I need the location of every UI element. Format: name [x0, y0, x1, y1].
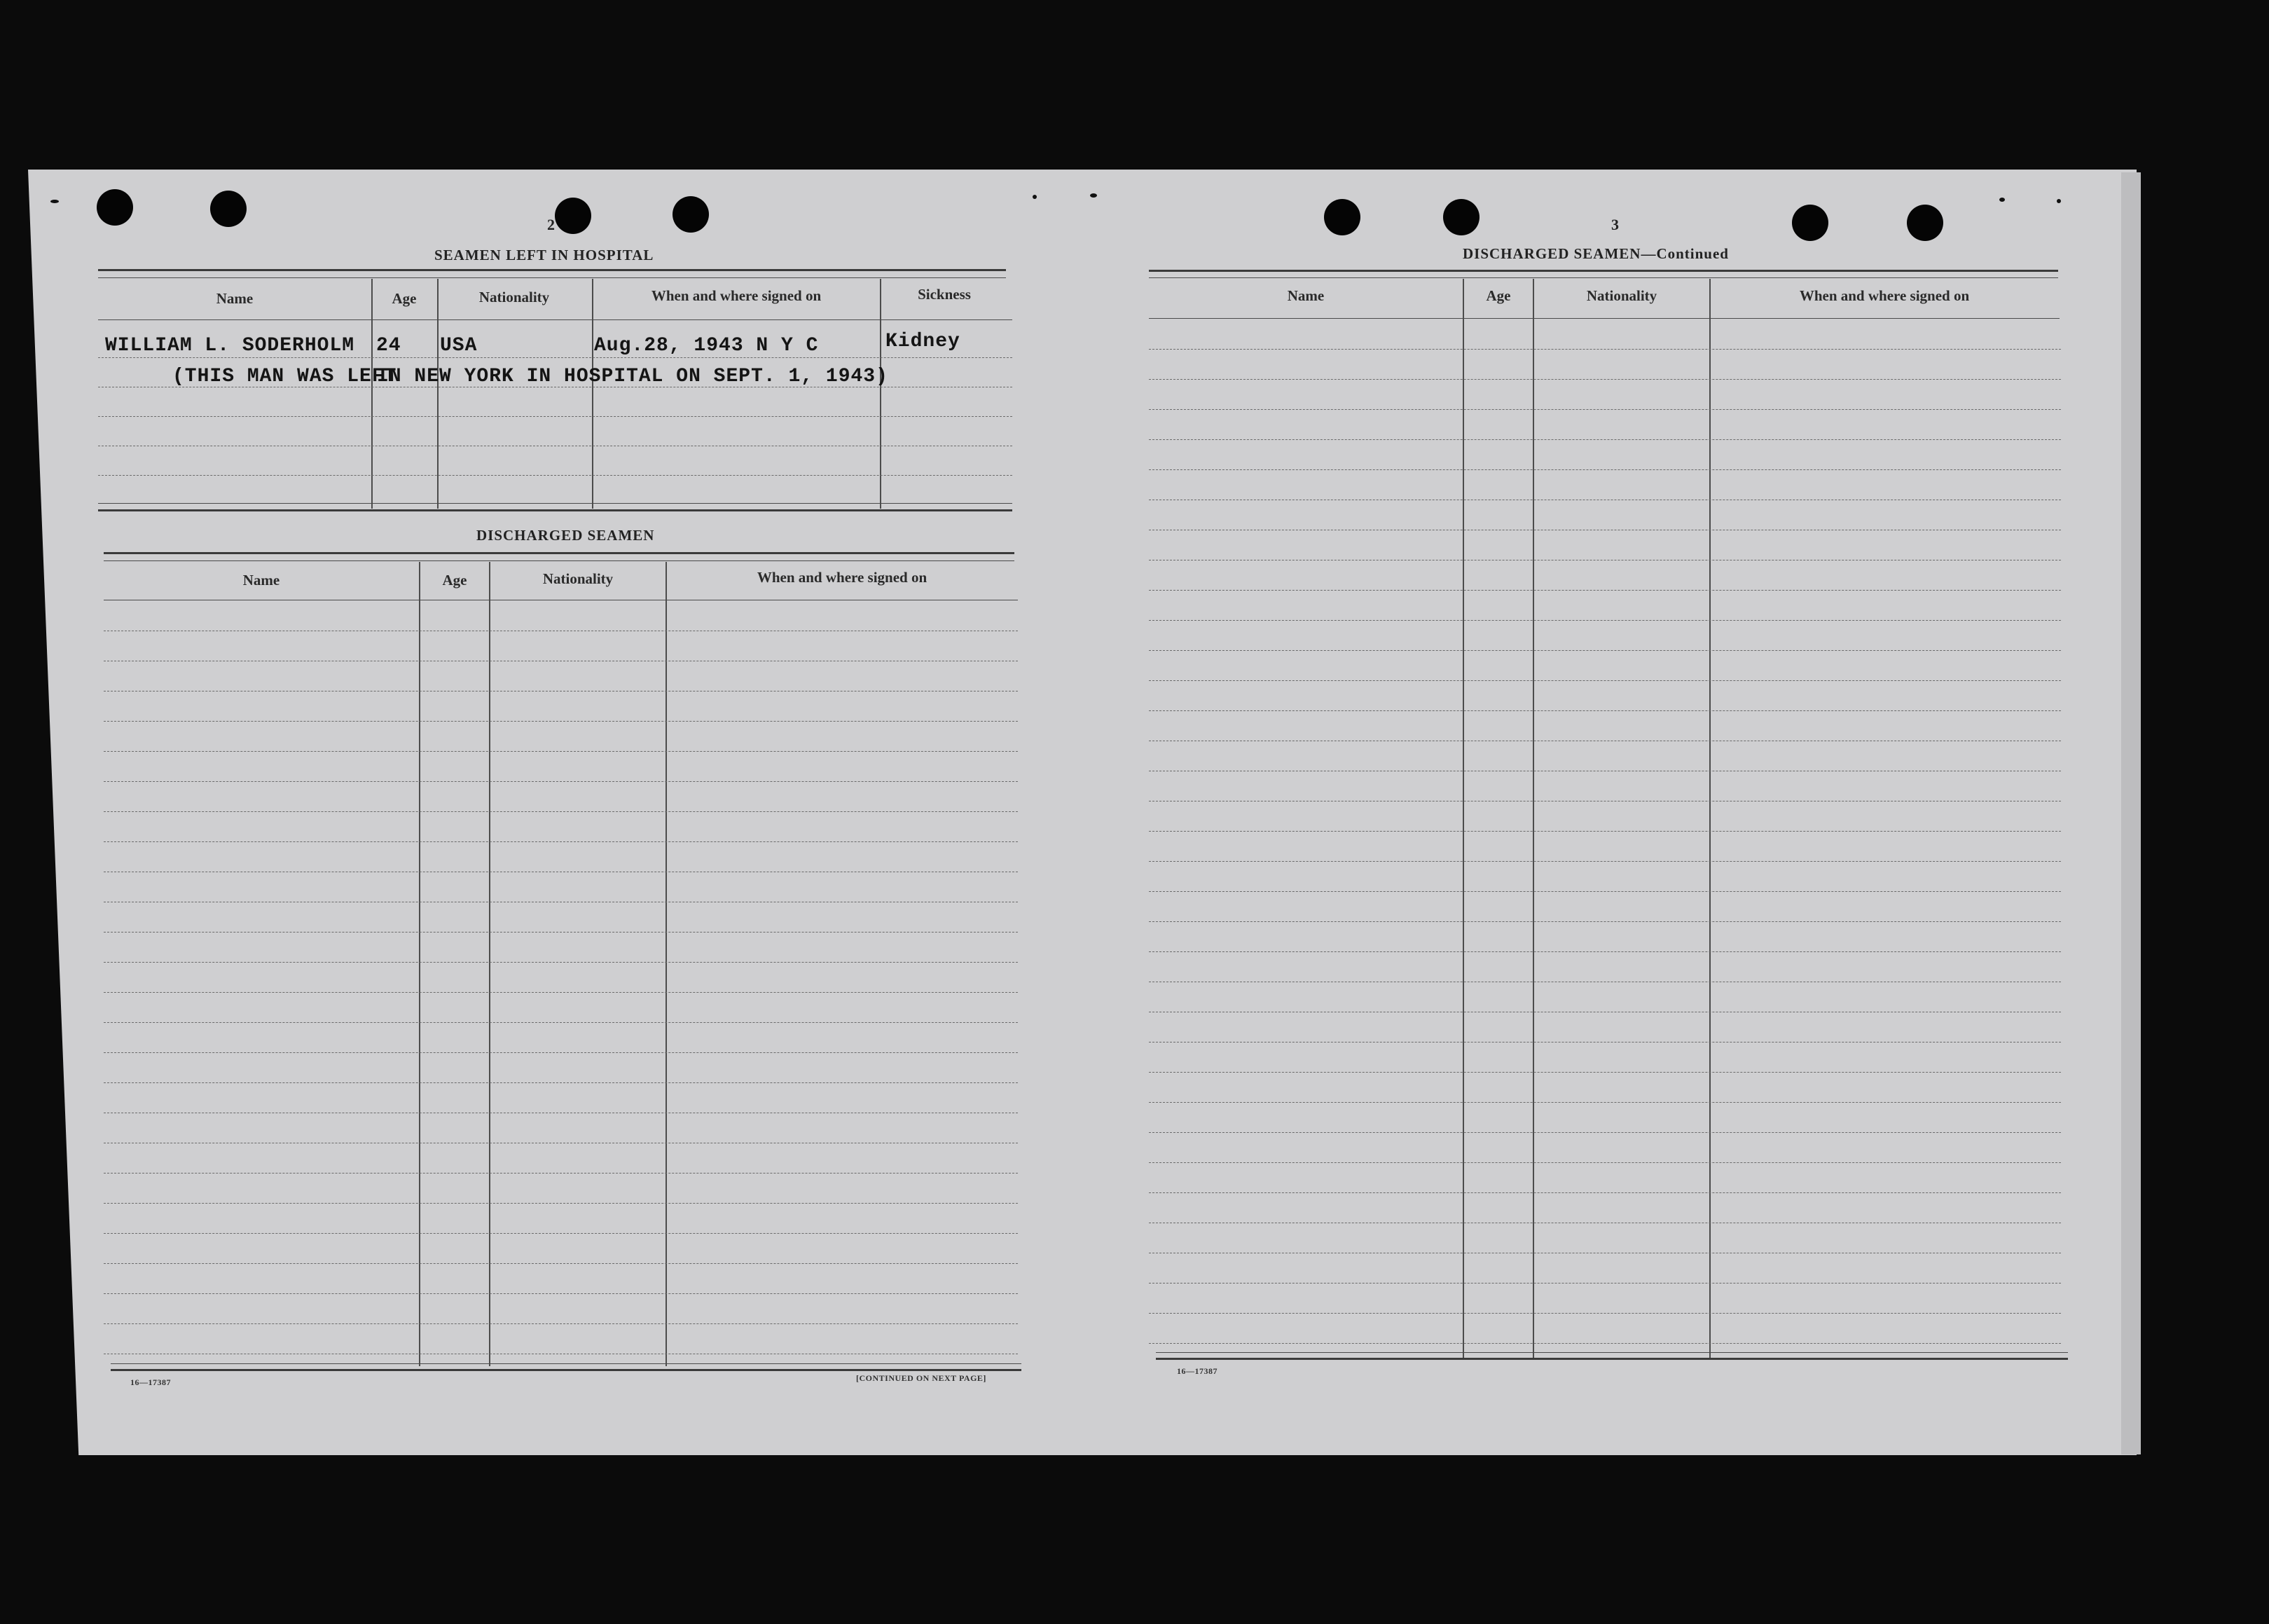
column-rule	[1463, 279, 1464, 1358]
entry-line	[104, 992, 1018, 993]
entry-line	[1149, 921, 2061, 922]
rule	[104, 552, 1014, 554]
manifest-sheet	[28, 170, 2137, 1455]
column-header-nationality: Nationality	[478, 289, 550, 305]
punch-hole	[673, 196, 709, 233]
entry-line	[1149, 831, 2061, 832]
form-number-right: 16—17387	[1177, 1366, 1218, 1376]
column-header-name: Name	[216, 290, 254, 307]
rule	[111, 1363, 1021, 1364]
page-number-right: 3	[1611, 216, 1619, 233]
punch-hole	[555, 198, 591, 234]
entry-line	[1149, 1072, 2061, 1073]
entry-line	[104, 721, 1018, 722]
rule	[1149, 277, 2058, 278]
entry-line	[1149, 1132, 2061, 1133]
column-header-signed-on: When and where signed on	[1799, 287, 1970, 304]
entry-line	[104, 1052, 1018, 1053]
column-header-name: Name	[242, 572, 280, 589]
continued-note: [CONTINUED ON NEXT PAGE]	[856, 1373, 986, 1383]
entry-name: WILLIAM L. SODERHOLM	[105, 335, 355, 357]
rule	[111, 1369, 1021, 1371]
entry-line	[1149, 409, 2061, 410]
rule	[1149, 270, 2058, 272]
column-header-age: Age	[442, 572, 467, 589]
punch-hole	[1443, 199, 1480, 235]
column-rule	[437, 279, 439, 509]
rule	[104, 560, 1014, 561]
column-rule	[1533, 279, 1534, 1358]
column-rule	[880, 279, 881, 509]
entry-line	[98, 357, 1012, 358]
entry-signed-on: Aug.28, 1943 N Y C	[594, 335, 819, 357]
column-header-signed-on: When and where signed on	[651, 287, 822, 304]
entry-line	[104, 1203, 1018, 1204]
speck	[2057, 199, 2061, 203]
entry-line	[98, 416, 1012, 417]
entry-line	[1149, 650, 2061, 651]
entry-line	[104, 932, 1018, 933]
entry-remark: (THIS MAN WAS LEFT	[172, 366, 397, 387]
entry-line	[104, 1293, 1018, 1294]
entry-remark-continued: IN NEW YORK IN HOSPITAL ON SEPT. 1, 1943)	[377, 366, 888, 387]
entry-nationality: USA	[440, 335, 478, 357]
entry-line	[1149, 1192, 2061, 1193]
entry-line	[1149, 590, 2061, 591]
rule	[98, 277, 1006, 278]
column-header-name: Name	[1287, 287, 1325, 304]
column-rule	[419, 562, 420, 1366]
rule	[1149, 318, 2060, 319]
entry-sickness: Kidney	[885, 331, 960, 352]
entry-line	[1149, 1283, 2061, 1284]
discharged-section-title: DISCHARGED SEAMEN	[476, 527, 655, 544]
entry-line	[98, 475, 1012, 476]
entry-line	[1149, 951, 2061, 952]
rule	[98, 319, 1012, 320]
punch-hole	[1792, 205, 1828, 241]
column-header-signed-on: When and where signed on	[757, 569, 927, 586]
entry-line	[104, 1263, 1018, 1264]
column-header-sickness: Sickness	[918, 286, 971, 303]
entry-age: 24	[376, 335, 401, 357]
speck	[50, 200, 59, 203]
entry-line	[1149, 469, 2061, 470]
sheet-edge	[2121, 172, 2141, 1454]
entry-line	[104, 781, 1018, 782]
entry-line	[104, 962, 1018, 963]
entry-line	[1149, 680, 2061, 681]
entry-line	[1149, 620, 2061, 621]
entry-line	[1149, 349, 2061, 350]
rule	[1156, 1352, 2068, 1353]
column-rule	[665, 562, 667, 1366]
entry-line	[104, 1022, 1018, 1023]
column-header-age: Age	[392, 290, 417, 307]
entry-line	[1149, 710, 2061, 711]
column-header-age: Age	[1486, 287, 1511, 304]
entry-line	[1149, 1343, 2061, 1344]
rule	[1156, 1358, 2068, 1360]
entry-line	[104, 811, 1018, 812]
entry-line	[104, 1233, 1018, 1234]
entry-line	[104, 1173, 1018, 1174]
entry-line	[104, 751, 1018, 752]
rule	[98, 503, 1012, 504]
punch-hole	[210, 191, 247, 227]
entry-line	[1149, 861, 2061, 862]
rule	[98, 509, 1012, 511]
entry-line	[1149, 1162, 2061, 1163]
entry-line	[1149, 379, 2061, 380]
entry-line	[1149, 439, 2061, 440]
punch-hole	[97, 189, 133, 226]
entry-line	[104, 1323, 1018, 1324]
punch-hole	[1907, 205, 1943, 241]
page-number-left: 2	[547, 216, 555, 233]
discharged-continued-title: DISCHARGED SEAMEN—Continued	[1463, 245, 1729, 262]
entry-line	[104, 1082, 1018, 1083]
punch-hole	[1324, 199, 1360, 235]
column-header-nationality: Nationality	[542, 570, 614, 587]
column-rule	[592, 279, 593, 509]
speck	[1999, 198, 2005, 202]
entry-line	[1149, 1313, 2061, 1314]
column-header-nationality: Nationality	[1586, 287, 1657, 304]
hospital-section-title: SEAMEN LEFT IN HOSPITAL	[434, 247, 654, 263]
entry-line	[1149, 1102, 2061, 1103]
entry-line	[1149, 891, 2061, 892]
speck	[1033, 195, 1037, 199]
column-rule	[1709, 279, 1711, 1358]
column-rule	[489, 562, 490, 1366]
form-number-left: 16—17387	[130, 1377, 171, 1387]
speck	[1090, 193, 1097, 198]
column-rule	[371, 279, 373, 509]
entry-line	[104, 841, 1018, 842]
rule	[98, 269, 1006, 271]
